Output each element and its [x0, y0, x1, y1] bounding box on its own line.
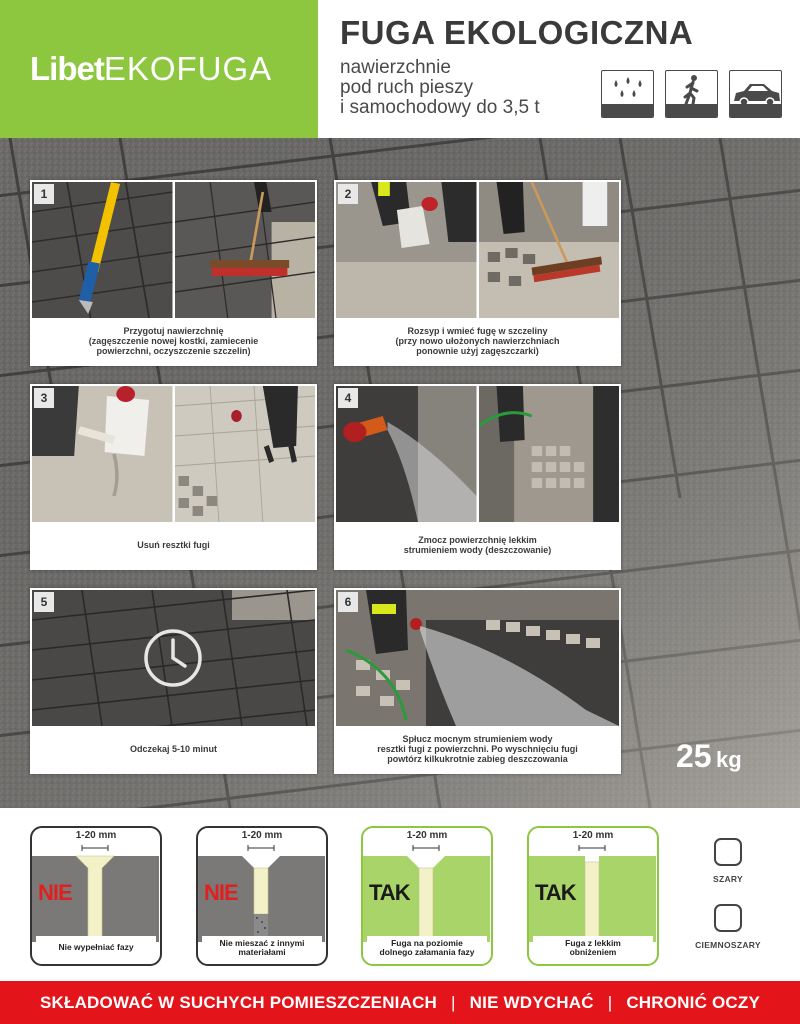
verdict-no: NIE: [38, 880, 72, 905]
footer-separator: |: [607, 992, 613, 1012]
step-number: 3: [34, 388, 54, 408]
caption-line: Spłucz mocnym strumieniem wody: [402, 734, 553, 744]
subtitle-line: pod ruch pieszy: [340, 77, 474, 98]
diagram-label: [202, 936, 322, 960]
warning-store-dry: SKŁADOWAĆ W SUCHYCH POMIESZCZENIACH: [39, 992, 438, 1012]
caption-line: (przy nowo ułożonych nawierzchniach: [395, 336, 560, 346]
step-caption: [32, 318, 315, 364]
color-checkbox[interactable]: [714, 838, 742, 866]
step-caption: [336, 726, 619, 772]
diagram-no-chamfer-fill: [30, 826, 162, 966]
brand-name-light: EKOFUGA: [103, 50, 273, 87]
caption-line: powierzchni, oczyszczenie szczelin): [96, 346, 251, 356]
diagram-yes-slight-recess: [527, 826, 659, 966]
color-checkbox[interactable]: [714, 904, 742, 932]
photo-brushing-grout: [479, 182, 620, 318]
diagram-label-line: Fuga na poziomie: [391, 937, 463, 948]
verdict-no: NIE: [204, 880, 238, 905]
warning-protect-eyes: CHRONIĆ OCZY: [626, 992, 761, 1012]
subtitle-line: i samochodowy do 3,5 t: [340, 97, 540, 118]
color-label: CIEMNOSZARY: [695, 940, 761, 950]
step-number: 4: [338, 388, 358, 408]
product-title: FUGA EKOLOGICZNA: [340, 14, 694, 51]
diagram-no-mixing: [196, 826, 328, 966]
joint-width-label: 1-20 mm: [572, 830, 614, 841]
paving-background: [0, 138, 800, 808]
step-caption: [32, 726, 315, 772]
caption-line: Przygotuj nawierzchnię: [123, 326, 224, 336]
caption-line: strumieniem wody (deszczowanie): [403, 545, 552, 555]
photo-wet-surface: [479, 386, 620, 522]
weight-number: 25: [676, 738, 712, 774]
rain-drops-icon: [601, 70, 654, 118]
color-option-dark-gray[interactable]: [686, 904, 770, 950]
weight-unit: kg: [716, 747, 742, 772]
step-card-4: [334, 384, 621, 570]
caption-line: resztki fugi z powierzchni. Po wyschnięciu fugi: [377, 744, 578, 754]
brand-panel: [0, 0, 318, 138]
caption-line: Usuń resztki fugi: [137, 540, 210, 550]
diagram-label-line: obniżeniem: [569, 947, 617, 957]
product-subtitle: [340, 58, 610, 118]
photo-clean-surface: [175, 386, 316, 522]
diagram-label: [533, 936, 653, 960]
usage-icons: [601, 70, 782, 118]
caption-line: ponownie użyj zagęszczarki): [416, 346, 539, 356]
diagram-label-line: Nie mieszać z innymi: [219, 937, 305, 948]
color-option-gray[interactable]: [686, 838, 770, 884]
step-number: 6: [338, 592, 358, 612]
diagram-label-line: dolnego załamania fazy: [379, 947, 475, 957]
step-card-3: [30, 384, 317, 570]
step-number: 5: [34, 592, 54, 612]
caption-line: Odczekaj 5-10 minut: [129, 744, 218, 754]
caption-line: Zmocz powierzchnię lekkim: [418, 535, 537, 545]
photo-sweeping: [175, 182, 316, 318]
step-card-5: [30, 588, 317, 774]
step-caption: [336, 318, 619, 364]
pedestrian-icon: [665, 70, 718, 118]
header: [0, 0, 800, 138]
joint-width-label: 1-20 mm: [241, 830, 283, 841]
diagram-yes-chamfer-level: [361, 826, 493, 966]
step-number: 1: [34, 184, 54, 204]
joint-diagrams: [0, 808, 800, 980]
step-caption: [336, 522, 619, 568]
step-card-1: [30, 180, 317, 366]
diagram-label-line: Nie wypełniać fazy: [58, 942, 134, 953]
caption-line: powtórz kilkukrotnie zabieg deszczowania: [387, 754, 568, 764]
joint-width-label: 1-20 mm: [75, 830, 117, 841]
color-label: SZARY: [713, 874, 743, 884]
warning-footer: [0, 981, 800, 1024]
verdict-yes: TAK: [369, 880, 410, 905]
diagram-label-line: materiałami: [238, 947, 286, 957]
subtitle-line: nawierzchnie: [340, 57, 451, 78]
step-card-2: [334, 180, 621, 366]
step-number: 2: [338, 184, 358, 204]
car-icon: [729, 70, 782, 118]
warning-do-not-inhale: NIE WDYCHAĆ: [469, 992, 594, 1012]
diagram-label-line: Fuga z lekkim: [565, 937, 621, 948]
caption-line: (zagęszczenie nowej kostki, zamiecenie: [88, 336, 259, 346]
photo-strong-rinse: [336, 590, 619, 726]
joint-width-label: 1-20 mm: [406, 830, 448, 841]
diagram-label: [367, 936, 487, 960]
diagram-label: [36, 936, 156, 960]
brand-logo: [30, 50, 272, 88]
step-card-6: [334, 588, 621, 774]
package-weight: [676, 738, 742, 775]
step-caption: [32, 522, 315, 568]
brand-name-bold: Libet: [30, 50, 104, 87]
verdict-yes: TAK: [535, 880, 576, 905]
caption-line: Rozsyp i wmieć fugę w szczeliny: [407, 326, 548, 336]
photo-waiting: [32, 590, 315, 726]
footer-separator: |: [451, 992, 456, 1012]
